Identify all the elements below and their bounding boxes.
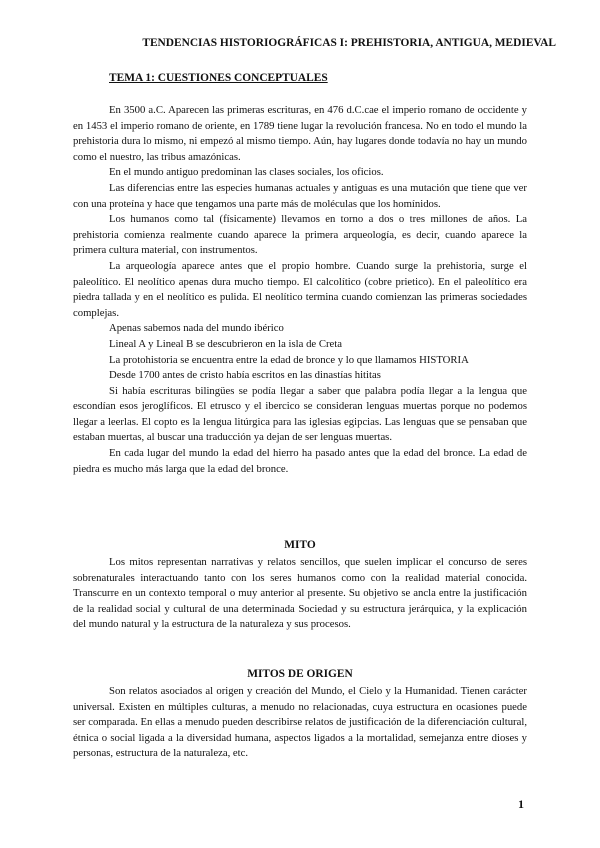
section-title-mitos-de-origen: MITOS DE ORIGEN [247, 668, 353, 680]
paragraph: En cada lugar del mundo la edad del hierro ha pasado antes que la edad del bronce. La edad de piedra es mucho más larga que la edad del bronce. [73, 447, 527, 475]
paragraph: Si había escrituras bilingües se podía llegar a saber que palabra podía llegar a la lengua que escondían esos jeroglíficos. El etrusco y el ibercico se consideran lenguas muertas porque no podemos llegar a leerlas. El copto es la lengua litúrgica para las iglesias egipcias. Las lenguas que se pensaban que estaban muertas, al buscar una traducción ya dejan de ser lenguas muertas. [73, 384, 527, 444]
page-number: 1 [518, 797, 524, 811]
section-body-tema-1 [73, 103, 527, 477]
paragraph: En el mundo antiguo predominan las clases sociales, los oficios. [109, 166, 384, 179]
paragraph: Lineal A y Lineal B se descubrieron en la isla de Creta [109, 337, 342, 350]
section-title-mito: MITO [284, 539, 316, 551]
paragraph: Desde 1700 antes de cristo había escritos en las dinastías hititas [109, 369, 381, 382]
section-body-mito [73, 555, 527, 633]
paragraph: La protohistoria se encuentra entre la edad de bronce y lo que llamamos HISTORIA [109, 353, 469, 366]
section-body-mitos-de-origen [73, 684, 527, 762]
paragraph: En 3500 a.C. Aparecen las primeras escrituras, en 476 d.C.cae el imperio romano de occidente y en 1453 el imperio romano de oriente, en 1789 tiene lugar la revolución francesa. No en todo el mundo la prehistoria dura lo mismo, ni empezó al mismo tiempo. Aún, hay lugares donde todavía no hay un mundo como el nuestro, las tribus amazónicas. [73, 104, 527, 163]
paragraph: Son relatos asociados al origen y creación del Mundo, el Cielo y la Humanidad. Tienen carácter universal. Existen en múltiples culturas, a menudo no relacionadas, cuya estructura en ocasiones puede ser comparada. En ellas a menudo pueden describirse relatos de justificación de la diferenciación cultural, étnica o social ligada a la diversidad humana, aspectos ligados a la mortalidad, semejanza entre dioses y personas, estructura de la naturaleza, etc. [73, 685, 527, 760]
paragraph: Las diferencias entre las especies humanas actuales y antiguas es una mutación que tiene que ver con una proteína y hace que tengamos una parte más de moléculas que los homínidos. [73, 181, 527, 210]
paragraph: Los mitos representan narrativas y relatos sencillos, que suelen implicar el concurso de seres sobrenaturales interactuando tanto con los seres humanos como con la realidad material conocida. Transcurre en un contexto temporal o muy anterior al presente. Su objetivo se ancla entre la justificación de la realidad social y cultural de una determinada Sociedad y su estructura jerárquica, y la explicación del mundo natural y la estructura de la naturaleza y sus procesos. [73, 556, 527, 631]
paragraph: Los humanos como tal (físicamente) llevamos en torno a dos o tres millones de años. La prehistoria comienza realmente cuando aparece la primera arqueología, es decir, cuando aparece la primera cultura material, con instrumentos. [73, 213, 527, 257]
document-title: TENDENCIAS HISTORIOGRÁFICAS I: PREHISTORIA, ANTIGUA, MEDIEVAL [142, 37, 556, 49]
paragraph: Apenas sabemos nada del mundo ibérico [109, 322, 284, 335]
paragraph: La arqueología aparece antes que el propio hombre. Cuando surge la prehistoria, surge el paleolítico. El neolítico apenas dura mucho tiempo. El calcolítico (cobre prietico). En el paleolítico era piedra tallada y en el neolítico es pulida. El neolítico termina cuando comienzan las primeras sociedades complejas. [73, 259, 527, 319]
section-title-tema-1: TEMA 1: CUESTIONES CONCEPTUALES [109, 72, 328, 84]
